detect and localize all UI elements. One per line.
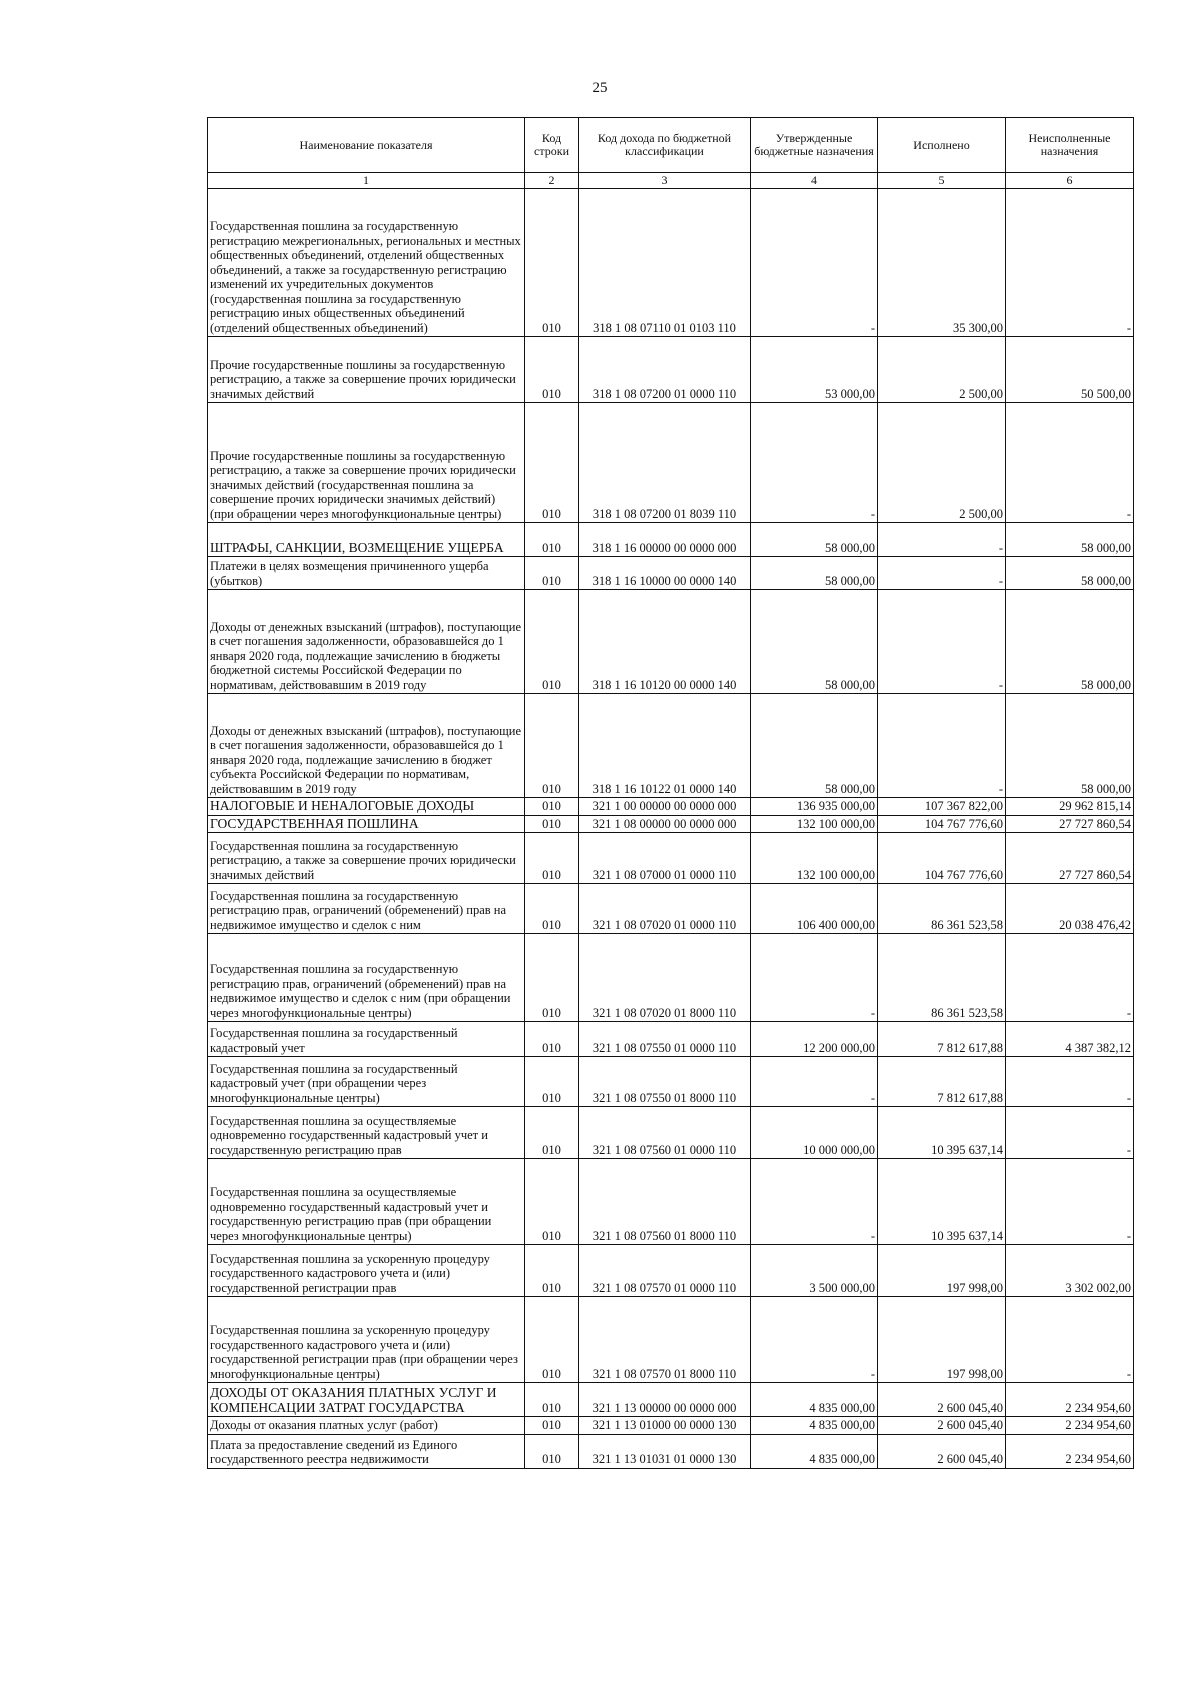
cell-approved: 4 835 000,00	[751, 1417, 878, 1435]
cell-line-code: 010	[525, 1434, 579, 1468]
cell-budget-code: 321 1 08 07560 01 8000 110	[579, 1159, 751, 1245]
table-row	[208, 337, 1134, 403]
cell-executed: 107 367 822,00	[878, 798, 1006, 816]
cell-unexecuted: 58 000,00	[1006, 590, 1134, 694]
cell-line-code: 010	[525, 934, 579, 1022]
cell-unexecuted: -	[1006, 403, 1134, 523]
cell-approved: 132 100 000,00	[751, 815, 878, 833]
column-number-row	[208, 173, 1134, 189]
cell-budget-code: 321 1 08 07020 01 8000 110	[579, 934, 751, 1022]
cell-executed: -	[878, 694, 1006, 798]
cell-unexecuted: -	[1006, 189, 1134, 337]
cell-approved: 132 100 000,00	[751, 833, 878, 884]
cell-approved: 58 000,00	[751, 523, 878, 557]
cell-indicator-name: Государственная пошлина за государственную регистрацию, а также за совершение прочих юридически значимых действий	[208, 833, 525, 884]
cell-budget-code: 321 1 13 01031 01 0000 130	[579, 1434, 751, 1468]
cell-line-code: 010	[525, 337, 579, 403]
column-number: 3	[579, 173, 751, 189]
cell-executed: 35 300,00	[878, 189, 1006, 337]
cell-indicator-name: Доходы от денежных взысканий (штрафов), поступающие в счет погашения задолженности, образовавшейся до 1 января 2020 года, подлежащие зачислению в бюджеты бюджетной системы Российской Федерации по нормативам, действовавшим в 2019 году	[208, 590, 525, 694]
page-number: 25	[592, 80, 608, 96]
revenue-report-table	[207, 117, 1134, 1469]
cell-executed: 2 500,00	[878, 337, 1006, 403]
column-number: 1	[208, 173, 525, 189]
cell-indicator-name: Государственная пошлина за государственную регистрацию прав, ограничений (обременений) прав на недвижимое имущество и сделок с ним (при обращении через многофункциональные центры)	[208, 934, 525, 1022]
cell-approved: -	[751, 189, 878, 337]
cell-indicator-name: Плата за предоставление сведений из Единого государственного реестра недвижимости	[208, 1434, 525, 1468]
cell-line-code: 010	[525, 1107, 579, 1159]
cell-unexecuted: 2 234 954,60	[1006, 1434, 1134, 1468]
column-number: 5	[878, 173, 1006, 189]
cell-executed: 7 812 617,88	[878, 1022, 1006, 1057]
cell-executed: 2 600 045,40	[878, 1383, 1006, 1417]
cell-indicator-name: Государственная пошлина за государственную регистрацию прав, ограничений (обременений) прав на недвижимое имущество и сделок с ним	[208, 884, 525, 934]
cell-unexecuted: -	[1006, 1159, 1134, 1245]
cell-unexecuted: 58 000,00	[1006, 523, 1134, 557]
cell-line-code: 010	[525, 833, 579, 884]
cell-budget-code: 318 1 08 07200 01 0000 110	[579, 337, 751, 403]
cell-approved: 4 835 000,00	[751, 1383, 878, 1417]
cell-line-code: 010	[525, 557, 579, 590]
cell-approved: 10 000 000,00	[751, 1107, 878, 1159]
header-row	[208, 118, 1134, 173]
cell-approved: 53 000,00	[751, 337, 878, 403]
table-row	[208, 1159, 1134, 1245]
column-number: 2	[525, 173, 579, 189]
cell-budget-code: 318 1 08 07200 01 8039 110	[579, 403, 751, 523]
table-row	[208, 557, 1134, 590]
cell-unexecuted: 2 234 954,60	[1006, 1417, 1134, 1435]
cell-approved: -	[751, 1159, 878, 1245]
cell-executed: -	[878, 590, 1006, 694]
table-row	[208, 1057, 1134, 1107]
cell-budget-code: 321 1 13 01000 00 0000 130	[579, 1417, 751, 1435]
cell-unexecuted: 58 000,00	[1006, 557, 1134, 590]
cell-line-code: 010	[525, 1159, 579, 1245]
cell-approved: 58 000,00	[751, 557, 878, 590]
cell-executed: 2 600 045,40	[878, 1434, 1006, 1468]
cell-budget-code: 321 1 08 07570 01 0000 110	[579, 1245, 751, 1297]
cell-unexecuted: 20 038 476,42	[1006, 884, 1134, 934]
column-number: 4	[751, 173, 878, 189]
cell-executed: 104 767 776,60	[878, 815, 1006, 833]
cell-indicator-name: Государственная пошлина за ускоренную процедуру государственного кадастрового учета и (или) государственной регистрации прав (при обращении через многофункциональные центры)	[208, 1297, 525, 1383]
cell-executed: 7 812 617,88	[878, 1057, 1006, 1107]
table-row	[208, 1107, 1134, 1159]
cell-line-code: 010	[525, 523, 579, 557]
cell-indicator-name: Государственная пошлина за осуществляемые одновременно государственный кадастровый учет и государственную регистрацию прав	[208, 1107, 525, 1159]
cell-unexecuted: 50 500,00	[1006, 337, 1134, 403]
cell-indicator-name: Государственная пошлина за государственный кадастровый учет (при обращении через многофункциональные центры)	[208, 1057, 525, 1107]
cell-indicator-name: НАЛОГОВЫЕ И НЕНАЛОГОВЫЕ ДОХОДЫ	[208, 798, 525, 816]
cell-line-code: 010	[525, 1297, 579, 1383]
cell-indicator-name: Государственная пошлина за государственную регистрацию межрегиональных, региональных и местных общественных объединений, отделений общественных объединений, а также за государственную регистрацию изменений их учредительных документов (государственная пошлина за государственную регистрацию иных общественных объединений (отделений общественных объединений)	[208, 189, 525, 337]
table-row	[208, 798, 1134, 816]
cell-approved: -	[751, 403, 878, 523]
cell-unexecuted: 27 727 860,54	[1006, 815, 1134, 833]
cell-indicator-name: Прочие государственные пошлины за государственную регистрацию, а также за совершение прочих юридически значимых действий (государственная пошлина за совершение прочих юридически значимых действий) (при обращении через многофункциональные центры)	[208, 403, 525, 523]
cell-budget-code: 321 1 08 07020 01 0000 110	[579, 884, 751, 934]
table-row	[208, 833, 1134, 884]
cell-budget-code: 321 1 13 00000 00 0000 000	[579, 1383, 751, 1417]
cell-executed: 104 767 776,60	[878, 833, 1006, 884]
table-row	[208, 189, 1134, 337]
cell-indicator-name: Прочие государственные пошлины за государственную регистрацию, а также за совершение прочих юридически значимых действий	[208, 337, 525, 403]
cell-executed: 197 998,00	[878, 1297, 1006, 1383]
table-row	[208, 523, 1134, 557]
cell-line-code: 010	[525, 1022, 579, 1057]
cell-budget-code: 321 1 08 07560 01 0000 110	[579, 1107, 751, 1159]
cell-executed: -	[878, 557, 1006, 590]
cell-line-code: 010	[525, 694, 579, 798]
cell-line-code: 010	[525, 798, 579, 816]
table-row	[208, 934, 1134, 1022]
cell-approved: 136 935 000,00	[751, 798, 878, 816]
cell-approved: 4 835 000,00	[751, 1434, 878, 1468]
table-row	[208, 1434, 1134, 1468]
cell-budget-code: 321 1 08 07570 01 8000 110	[579, 1297, 751, 1383]
cell-line-code: 010	[525, 403, 579, 523]
cell-budget-code: 321 1 08 07550 01 8000 110	[579, 1057, 751, 1107]
cell-unexecuted: 2 234 954,60	[1006, 1383, 1134, 1417]
cell-approved: -	[751, 1297, 878, 1383]
cell-approved: 58 000,00	[751, 590, 878, 694]
header-line-code: Код строки	[525, 118, 579, 173]
cell-budget-code: 321 1 08 00000 00 0000 000	[579, 815, 751, 833]
cell-budget-code: 318 1 08 07110 01 0103 110	[579, 189, 751, 337]
cell-indicator-name: Государственная пошлина за ускоренную процедуру государственного кадастрового учета и (или) государственной регистрации прав	[208, 1245, 525, 1297]
header-unexecuted: Неисполненные назначения	[1006, 118, 1134, 173]
table-row	[208, 1297, 1134, 1383]
cell-line-code: 010	[525, 884, 579, 934]
cell-approved: -	[751, 1057, 878, 1107]
cell-indicator-name: ШТРАФЫ, САНКЦИИ, ВОЗМЕЩЕНИЕ УЩЕРБА	[208, 523, 525, 557]
header-budget-code: Код дохода по бюджетной классификации	[579, 118, 751, 173]
cell-line-code: 010	[525, 189, 579, 337]
cell-indicator-name: Государственная пошлина за государственный кадастровый учет	[208, 1022, 525, 1057]
cell-unexecuted: -	[1006, 934, 1134, 1022]
table-row	[208, 403, 1134, 523]
table-row	[208, 1383, 1134, 1417]
table-row	[208, 884, 1134, 934]
cell-line-code: 010	[525, 1417, 579, 1435]
header-approved: Утвержденные бюджетные назначения	[751, 118, 878, 173]
table-row	[208, 694, 1134, 798]
cell-unexecuted: 58 000,00	[1006, 694, 1134, 798]
cell-indicator-name: ГОСУДАРСТВЕННАЯ ПОШЛИНА	[208, 815, 525, 833]
cell-approved: 12 200 000,00	[751, 1022, 878, 1057]
cell-approved: 3 500 000,00	[751, 1245, 878, 1297]
header-executed: Исполнено	[878, 118, 1006, 173]
table-row	[208, 815, 1134, 833]
cell-budget-code: 318 1 16 10000 00 0000 140	[579, 557, 751, 590]
cell-line-code: 010	[525, 1057, 579, 1107]
cell-line-code: 010	[525, 815, 579, 833]
column-number: 6	[1006, 173, 1134, 189]
cell-unexecuted: 4 387 382,12	[1006, 1022, 1134, 1057]
cell-budget-code: 318 1 16 10120 00 0000 140	[579, 590, 751, 694]
table-body	[208, 189, 1134, 1469]
cell-indicator-name: ДОХОДЫ ОТ ОКАЗАНИЯ ПЛАТНЫХ УСЛУГ И КОМПЕНСАЦИИ ЗАТРАТ ГОСУДАРСТВА	[208, 1383, 525, 1417]
cell-budget-code: 318 1 16 00000 00 0000 000	[579, 523, 751, 557]
cell-executed: 2 500,00	[878, 403, 1006, 523]
cell-approved: 106 400 000,00	[751, 884, 878, 934]
cell-executed: -	[878, 523, 1006, 557]
cell-unexecuted: 29 962 815,14	[1006, 798, 1134, 816]
cell-line-code: 010	[525, 1383, 579, 1417]
cell-executed: 10 395 637,14	[878, 1159, 1006, 1245]
cell-approved: -	[751, 934, 878, 1022]
cell-unexecuted: -	[1006, 1297, 1134, 1383]
cell-unexecuted: -	[1006, 1107, 1134, 1159]
header-indicator-name: Наименование показателя	[208, 118, 525, 173]
cell-executed: 2 600 045,40	[878, 1417, 1006, 1435]
cell-budget-code: 321 1 08 07000 01 0000 110	[579, 833, 751, 884]
cell-indicator-name: Платежи в целях возмещения причиненного ущерба (убытков)	[208, 557, 525, 590]
cell-executed: 86 361 523,58	[878, 884, 1006, 934]
table-row	[208, 590, 1134, 694]
cell-unexecuted: 27 727 860,54	[1006, 833, 1134, 884]
cell-line-code: 010	[525, 1245, 579, 1297]
cell-executed: 10 395 637,14	[878, 1107, 1006, 1159]
cell-approved: 58 000,00	[751, 694, 878, 798]
table-row	[208, 1022, 1134, 1057]
cell-indicator-name: Доходы от оказания платных услуг (работ)	[208, 1417, 525, 1435]
cell-indicator-name: Доходы от денежных взысканий (штрафов), поступающие в счет погашения задолженности, образовавшейся до 1 января 2020 года, подлежащие зачислению в бюджет субъекта Российской Федерации по нормативам, действовавшим в 2019 году	[208, 694, 525, 798]
cell-executed: 197 998,00	[878, 1245, 1006, 1297]
cell-unexecuted: -	[1006, 1057, 1134, 1107]
cell-indicator-name: Государственная пошлина за осуществляемые одновременно государственный кадастровый учет и государственную регистрацию прав (при обращении через многофункциональные центры)	[208, 1159, 525, 1245]
cell-budget-code: 321 1 08 07550 01 0000 110	[579, 1022, 751, 1057]
cell-budget-code: 321 1 00 00000 00 0000 000	[579, 798, 751, 816]
table-row	[208, 1245, 1134, 1297]
cell-executed: 86 361 523,58	[878, 934, 1006, 1022]
cell-line-code: 010	[525, 590, 579, 694]
cell-budget-code: 318 1 16 10122 01 0000 140	[579, 694, 751, 798]
cell-unexecuted: 3 302 002,00	[1006, 1245, 1134, 1297]
table-row	[208, 1417, 1134, 1435]
